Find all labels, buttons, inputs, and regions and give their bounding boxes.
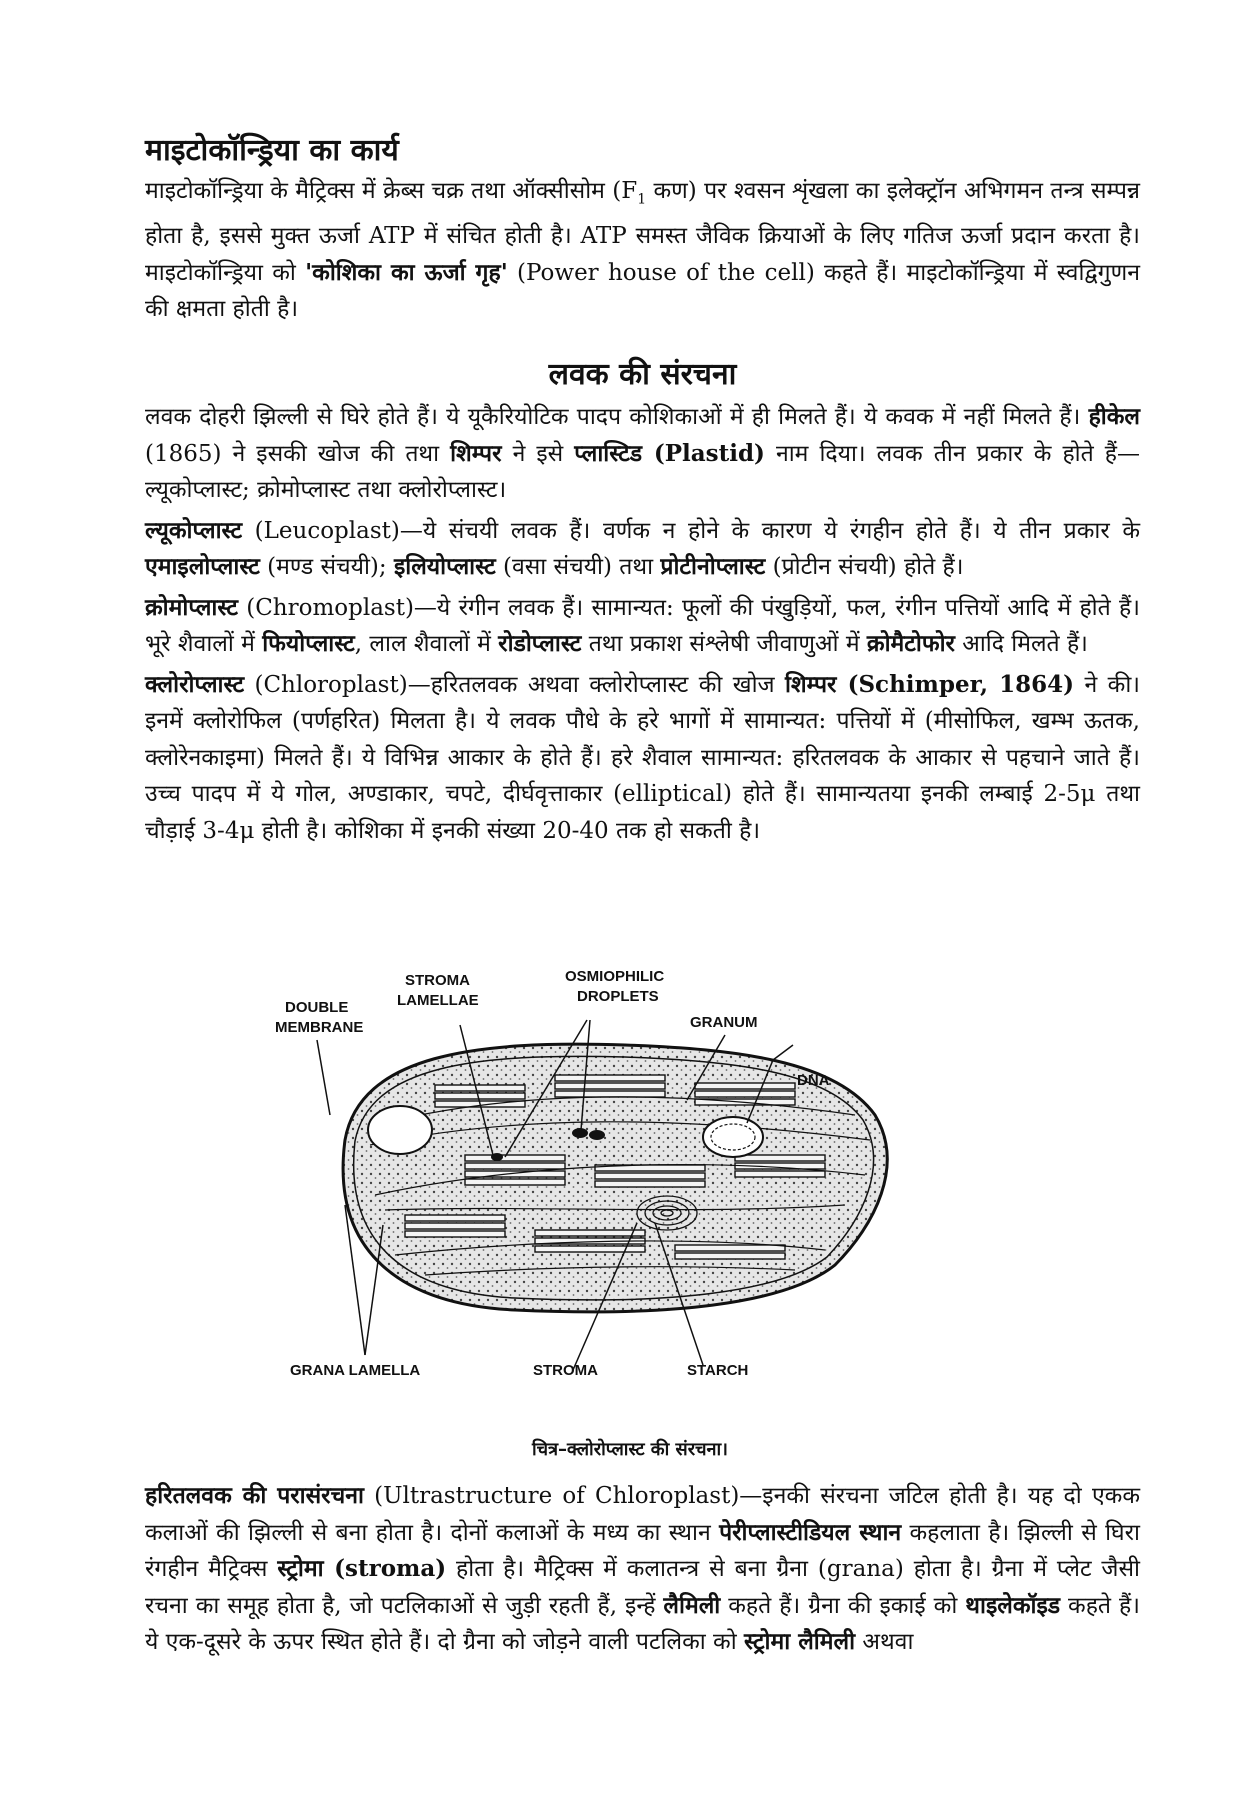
label-dna: DNA	[797, 1072, 830, 1089]
section-plastid-structure	[145, 352, 1140, 849]
chloroplast-diagram	[275, 965, 915, 1425]
paragraph-chromoplast: क्रोमोप्लास्ट (Chromoplast)—ये रंगीन लवक हैं। सामान्यत: फूलों की पंखुड़ियों, फल, रंगीन पत्तियों आदि में होते हैं। भूरे शैवालों में फियोप्लास्ट, लाल शैवालों में रोडोप्लास्ट तथा प्रकाश संश्लेषी जीवाणुओं में क्रोमैटोफोर आदि मिलते हैं।	[145, 593, 1140, 657]
paragraph-chloroplast: क्लोरोप्लास्ट (Chloroplast)—हरितलवक अथवा क्लोरोप्लास्ट की खोज शिम्पर (Schimper, 1864) ने की। इनमें क्लोरोफिल (पर्णहरित) मिलता है। ये लवक पौधे के हरे भागों में सामान्यत: पत्तियों में (मीसोफिल, खम्भ ऊतक, क्लोरेनकाइमा) मिलते हैं। ये विभिन्न आकार के होते हैं। हरे शैवाल सामान्यत: हरितलवक के आकार से पहचाने जाते हैं। उच्च पादप में ये गोल, अण्डाकार, चपटे, दीर्घवृत्ताकार (elliptical) होते हैं। सामान्यतया इनकी लम्बाई 2-5μ तथा चौड़ाई 3-4μ होती है। कोशिका में इनकी संख्या 20-40 तक हो सकती है।	[145, 670, 1140, 844]
osmiophilic-droplet-2	[589, 1130, 605, 1140]
label-stroma: STROMA	[533, 1362, 598, 1379]
label-osmiophilic-2: DROPLETS	[577, 988, 659, 1005]
heading-plastid-structure: लवक की संरचना	[548, 357, 737, 392]
granum-stack-5	[595, 1165, 705, 1187]
label-stroma-lamellae-2: LAMELLAE	[397, 992, 479, 1009]
granum-stack-2	[555, 1075, 665, 1097]
label-stroma-lamellae-1: STROMA	[405, 972, 470, 989]
section-mitochondria-function	[145, 128, 1140, 328]
label-osmiophilic-1: OSMIOPHILIC	[565, 968, 665, 985]
diagram-caption: चित्र–क्लोरोप्लास्ट की संरचना।	[532, 1439, 728, 1460]
granum-stack-6	[405, 1215, 505, 1237]
paragraph-plastid-intro: लवक दोहरी झिल्ली से घिरे होते हैं। ये यूकैरियोटिक पादप कोशिकाओं में ही मिलते हैं। ये कवक में नहीं मिलते हैं। हीकेल (1865) ने इसकी खोज की तथा शिम्पर ने इसे प्लास्टिड (Plastid) नाम दिया। लवक तीन प्रकार के होते हैं—ल्यूकोप्लास्ट; क्रोमोप्लास्ट तथा क्लोरोप्लास्ट।	[145, 403, 1140, 503]
dna-region	[703, 1117, 763, 1157]
granum-stack-3	[695, 1083, 795, 1105]
heading-mitochondria-function: माइटोकॉन्ड्रिया का कार्य	[145, 133, 399, 168]
osmiophilic-droplet-1	[572, 1128, 588, 1138]
label-grana-lamella: GRANA LAMELLA	[290, 1362, 421, 1379]
label-granum: GRANUM	[690, 1014, 758, 1031]
label-double-1: DOUBLE	[285, 999, 349, 1016]
paragraph-ultrastructure: हरितलवक की परासंरचना (Ultrastructure of Chloroplast)—इनकी संरचना जटिल होती है। यह दो एकक कलाओं की झिल्ली से बना होता है। दोनों कलाओं के मध्य का स्थान पेरीप्लास्टीडियल स्थान कहलाता है। झिल्ली से घिरा रंगहीन मैट्रिक्स स्ट्रोमा (stroma) होता है। मैट्रिक्स में कलातन्त्र से बना ग्रैना (grana) होता है। ग्रैना में प्लेट जैसी रचना का समूह होता है, जो पटलिकाओं से जुड़ी रहती हैं, इन्हें लैमिली कहते हैं। ग्रैना की इकाई को थाइलेकॉइड कहते हैं। ये एक-दूसरे के ऊपर स्थित होते हैं। दो ग्रैना को जोड़ने वाली पटलिका को स्ट्रोमा लैमिली अथवा	[145, 1482, 1141, 1655]
paragraph-leucoplast: ल्यूकोप्लास्ट (Leucoplast)—ये संचयी लवक हैं। वर्णक न होने के कारण ये रंगहीन होते हैं। ये तीन प्रकार के एमाइलोप्लास्ट (मण्ड संचयी); इलियोप्लास्ट (वसा संचयी) तथा प्रोटीनोप्लास्ट (प्रोटीन संचयी) होते हैं।	[145, 516, 1140, 580]
label-double-2: MEMBRANE	[275, 1019, 364, 1036]
white-vesicle	[368, 1106, 432, 1154]
label-starch: STARCH	[687, 1362, 749, 1379]
paragraph-mitochondria: माइटोकॉन्ड्रिया के मैट्रिक्स में क्रेब्स चक्र तथा ऑक्सीसोम ($F_1$ कण) पर श्वसन शृंखला का इलेक्ट्रॉन अभिगमन तन्त्र सम्पन्न होता है, इससे मुक्त ऊर्जा ATP में संचित होती है। ATP समस्त जैविक क्रियाओं के लिए गतिज ऊर्जा प्रदान करता है। माइटोकॉन्ड्रिया को 'कोशिका का ऊर्जा गृह' (Power house of the cell) कहते हैं। माइटोकॉन्ड्रिया में स्वद्विगुणन की क्षमता होती है।	[145, 178, 1141, 323]
section-ultrastructure	[145, 1478, 1140, 1661]
